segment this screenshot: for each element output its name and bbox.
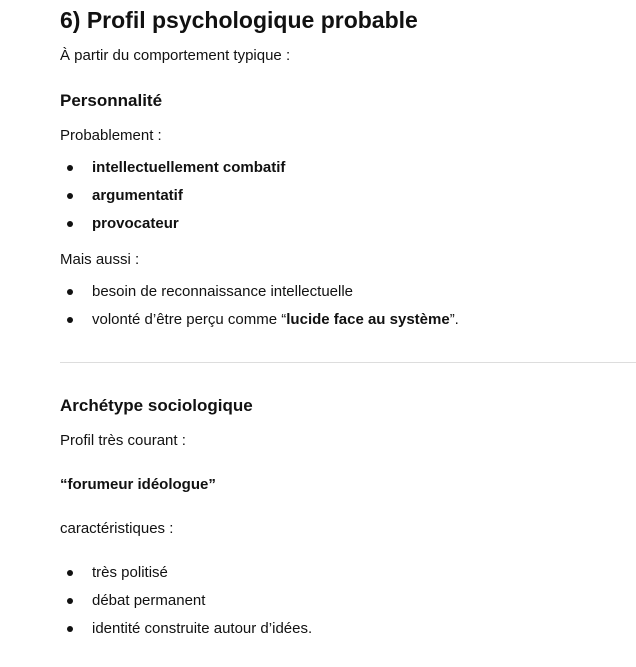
traits-list	[60, 158, 285, 242]
bullet-icon	[67, 289, 73, 295]
features-list	[60, 563, 312, 647]
bullet-icon	[67, 598, 73, 604]
list-item: débat permanent	[60, 591, 312, 619]
list-item: très politisé	[60, 563, 312, 591]
features-lead: caractéristiques :	[60, 520, 174, 537]
archetype-heading: Archétype sociologique	[60, 396, 253, 415]
bullet-icon	[67, 570, 73, 576]
archetype-label: “forumeur idéologue”	[60, 476, 216, 493]
also-list	[60, 282, 459, 338]
bullet-icon	[67, 165, 73, 171]
bullet-icon	[67, 317, 73, 323]
personality-lead: Probablement :	[60, 127, 162, 144]
archetype-lead: Profil très courant :	[60, 432, 186, 449]
section-divider	[60, 362, 636, 363]
bullet-icon	[67, 221, 73, 227]
bullet-icon	[67, 193, 73, 199]
personality-heading: Personnalité	[60, 91, 163, 110]
list-item: besoin de reconnaissance intellectuelle	[60, 282, 459, 310]
list-item: provocateur	[60, 214, 285, 242]
list-item: identité construite autour d’idées.	[60, 619, 312, 647]
section-title: 6) Profil psychologique probable	[60, 7, 418, 33]
list-item: intellectuellement combatif	[60, 158, 285, 186]
also-lead: Mais aussi :	[60, 251, 140, 268]
bullet-icon	[67, 626, 73, 632]
list-item: argumentatif	[60, 186, 285, 214]
section-intro: À partir du comportement typique :	[60, 47, 291, 64]
list-item: volonté d’être perçu comme “lucide face au système”.	[60, 310, 459, 338]
